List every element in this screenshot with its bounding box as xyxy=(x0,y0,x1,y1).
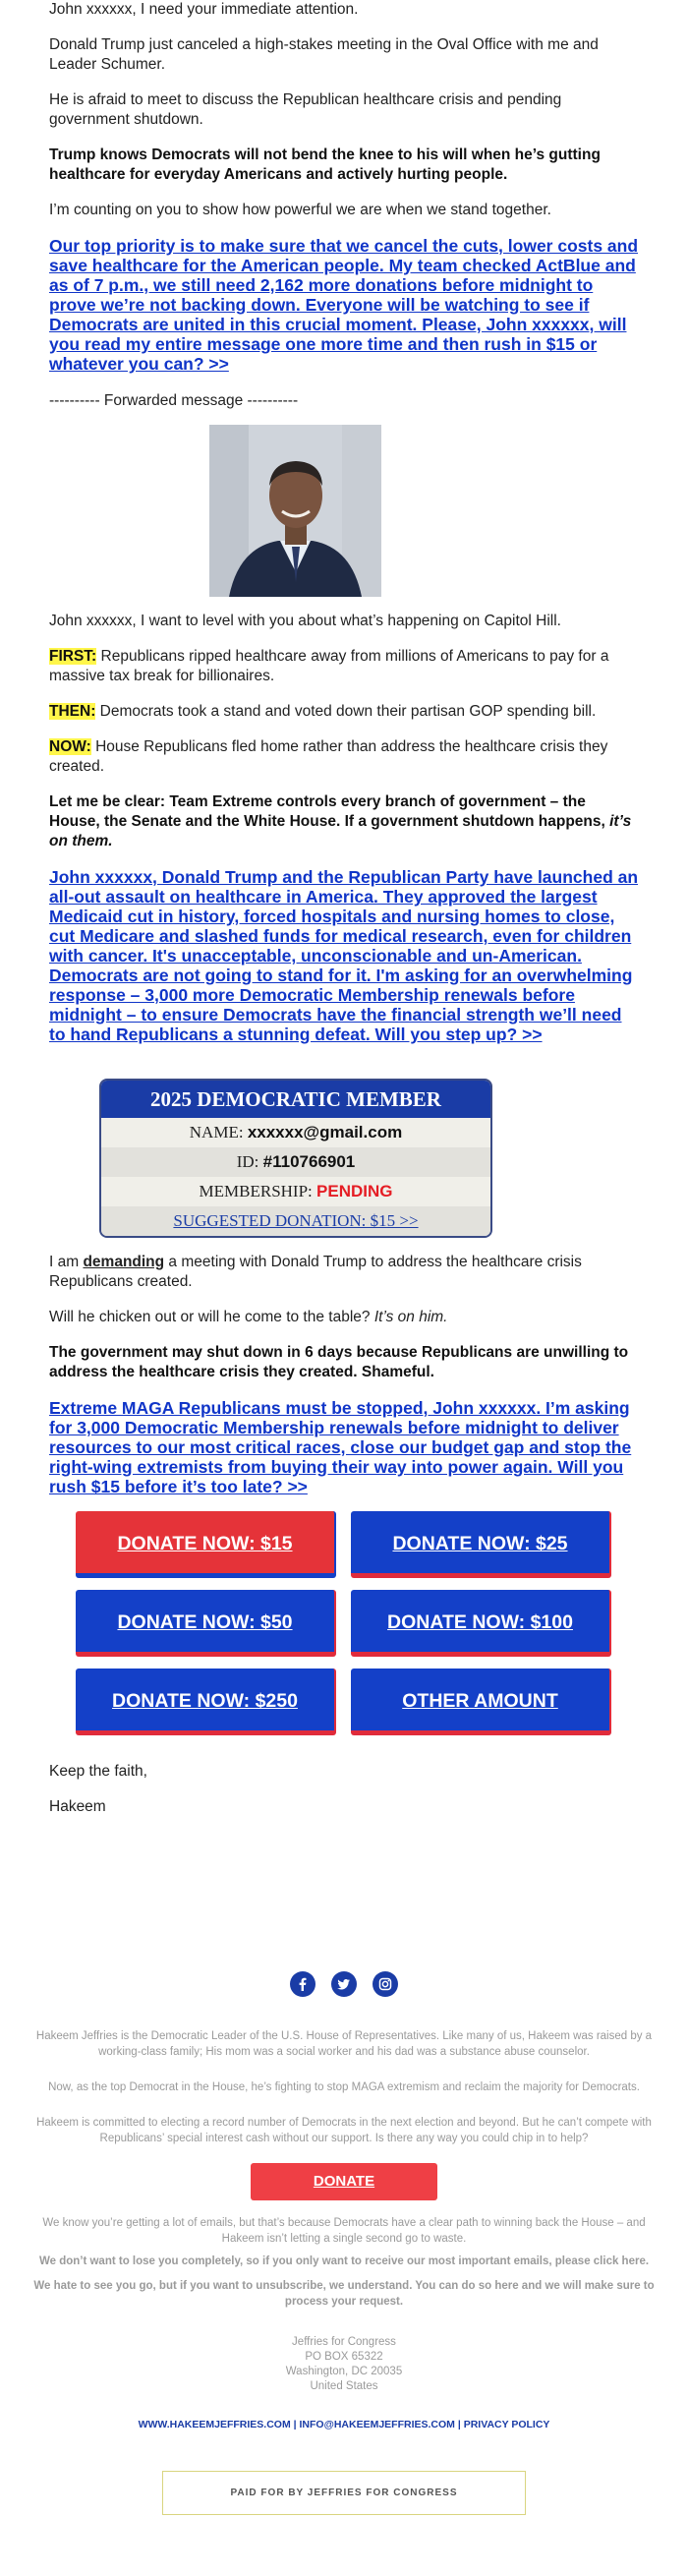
suggested-donation-link[interactable]: SUGGESTED DONATION: $15 >> xyxy=(173,1211,419,1230)
clear-bold-text: Let me be clear: Team Extreme controls every branch of government – the House, the Senate and the White House. If a government shutdown happens, xyxy=(49,793,605,830)
opening-line: John xxxxxx, I need your immediate attention. xyxy=(49,1,359,18)
demanding-word: demanding xyxy=(83,1254,165,1270)
first-highlight-label: FIRST: xyxy=(49,648,97,665)
signoff-keep-the-faith: Keep the faith, xyxy=(49,1763,147,1780)
cta-link-all-out-assault[interactable]: John xxxxxx, Donald Trump and the Republican Party have launched an all-out assault on healthcare in America. They approved the largest Medicaid cut in history, forced hospitals and nursing homes to close, cut Medicare and slashed funds for medical research, even for children with cancer. It's unacceptable, unconscionable and un-American. Democrats are not going to stand for it. I'm asking for an overwhelming response – 3,000 more Democratic Membership renewals before midnight – to ensure Democrats have the financial strength we’ll need to hand Republicans a stunning defeat. Will you step up? >> xyxy=(49,867,639,1044)
chicken-out-text: Will he chicken out or will he come to the table? xyxy=(49,1309,374,1325)
paragraph-chicken-out xyxy=(49,1308,639,1327)
footer-bio-text-2: Now, as the top Democrat in the House, he’s fighting to stop MAGA extremism and reclaim the majority for Democrats. xyxy=(48,2081,640,2093)
footer-bio-1 xyxy=(0,2028,688,2060)
address-org: Jeffries for Congress xyxy=(292,2336,396,2348)
membership-label: MEMBERSHIP: xyxy=(199,1182,317,1200)
cta-link-top-priority[interactable]: Our top priority is to make sure that we cancel the cuts, lower costs and save healthcare for the American people. My team checked ActBlue and as of 7 p.m., we still need 2,162 more donations before midnight to prove we’re not backing down. Everyone will be watching to see if Democrats are united in this crucial moment. Please, John xxxxxx, will you read my entire message one more time and then rush in $15 or whatever you can? >> xyxy=(49,236,639,374)
paid-for-disclaimer: PAID FOR BY JEFFRIES FOR CONGRESS xyxy=(162,2471,526,2515)
chicken-out-italic: It’s on him. xyxy=(373,1309,448,1325)
other-amount-button[interactable]: OTHER AMOUNT xyxy=(351,1669,611,1735)
social-links xyxy=(0,1971,688,1997)
cta-link-maga-stopped[interactable]: Extreme MAGA Republicans must be stopped, John xxxxxx. I’m asking for 3,000 Democratic Membership renewals before midnight to deliver resources to our most critical races, close our budget gap and stop the right-wing extremists from buying their way into power again. Will you rush $15 before it’s too late? >> xyxy=(49,1398,632,1496)
now-highlight-label: NOW: xyxy=(49,738,91,755)
footer-bio-text-3: Hakeem is committed to electing a record number of Democrats in the next election and beyond. But he can’t compete with Republicans’ special interest cash without our support. Is there any way you could chip in to help? xyxy=(36,2117,652,2144)
clear-italic-text: it’s on them. xyxy=(49,813,632,849)
paragraph-first xyxy=(49,647,639,686)
donate-15-button[interactable]: DONATE NOW: $15 xyxy=(76,1511,336,1578)
donate-25-button[interactable]: DONATE NOW: $25 xyxy=(351,1511,611,1578)
footer-emails-text-1: We know you’re getting a lot of emails, but that’s because Democrats have a clear path to winning back the House – and Hakeem isn’t letting a single second go to waste. xyxy=(42,2217,646,2245)
demanding-post: a meeting with Donald Trump to address the healthcare crisis Republicans created. xyxy=(49,1254,582,1290)
now-text: House Republicans fled home rather than address the healthcare crisis they created. xyxy=(49,738,608,775)
paragraph-level-with-you: John xxxxxx, I want to level with you about what’s happening on Capitol Hill. xyxy=(49,613,561,629)
address-country: United States xyxy=(310,2380,378,2392)
paragraph-demanding-meeting xyxy=(49,1253,639,1292)
donate-100-button[interactable]: DONATE NOW: $100 xyxy=(351,1590,611,1657)
paragraph-trump-canceled: Donald Trump just canceled a high-stakes meeting in the Oval Office with me and Leader Schumer. xyxy=(49,36,599,73)
membership-status-row xyxy=(101,1177,490,1206)
footer-unsubscribe-link[interactable]: We hate to see you go, but if you want to unsubscribe, we understand. You can do so here and we will make sure to process your request. xyxy=(33,2280,655,2308)
donate-50-button[interactable]: DONATE NOW: $50 xyxy=(76,1590,336,1657)
facebook-icon[interactable] xyxy=(290,1971,315,1997)
then-text: Democrats took a stand and voted down their partisan GOP spending bill. xyxy=(95,703,597,720)
paragraph-afraid: He is afraid to meet to discuss the Republican healthcare crisis and pending government shutdown. xyxy=(49,91,562,128)
portrait-illustration xyxy=(209,425,381,597)
membership-card-title: 2025 DEMOCRATIC MEMBER xyxy=(101,1081,490,1118)
membership-id-row xyxy=(101,1147,490,1177)
membership-status-badge: PENDING xyxy=(316,1182,393,1200)
membership-name-row xyxy=(101,1118,490,1147)
address-city: Washington, DC 20035 xyxy=(285,2366,403,2377)
footer-links xyxy=(0,2417,688,2432)
name-value: xxxxxx@gmail.com xyxy=(247,1123,403,1142)
footer-click-here-link[interactable]: We don’t want to lose you completely, so if you only want to receive our most important emails, please click here. xyxy=(38,2255,650,2267)
footer-bio-text-1: Hakeem Jeffries is the Democratic Leader of the U.S. House of Representatives. Like many of us, Hakeem was raised by a working-class family; His mom was a social worker and his dad was a substance abuse counselor. xyxy=(35,2030,653,2058)
footer-emails-3 xyxy=(0,2278,688,2310)
privacy-policy-link[interactable]: PRIVACY POLICY xyxy=(463,2419,550,2430)
link-separator-2: | xyxy=(454,2419,464,2430)
membership-card[interactable] xyxy=(99,1079,492,1238)
address-po-box: PO BOX 65322 xyxy=(305,2351,383,2363)
name-label: NAME: xyxy=(189,1123,248,1142)
footer-emails-2 xyxy=(0,2254,688,2269)
footer-emails-1 xyxy=(0,2215,688,2247)
demanding-pre: I am xyxy=(49,1254,84,1270)
paragraph-counting-on-you: I’m counting on you to show how powerful we are when we stand together. xyxy=(49,202,551,218)
email-link[interactable]: INFO@HAKEEMJEFFRIES.COM xyxy=(299,2419,455,2430)
then-highlight-label: THEN: xyxy=(49,703,96,720)
website-link[interactable]: WWW.HAKEEMJEFFRIES.COM xyxy=(138,2419,291,2430)
id-value: #110766901 xyxy=(262,1152,356,1171)
footer-address xyxy=(0,2335,688,2394)
instagram-icon[interactable] xyxy=(373,1971,398,1997)
footer-donate-button[interactable]: DONATE xyxy=(251,2163,437,2200)
paragraph-let-me-be-clear xyxy=(49,792,639,851)
donate-250-button[interactable]: DONATE NOW: $250 xyxy=(76,1669,336,1735)
signature-hakeem: Hakeem xyxy=(49,1798,106,1815)
paragraph-then xyxy=(49,702,639,722)
paragraph-now xyxy=(49,737,639,777)
id-label: ID: xyxy=(236,1152,263,1171)
link-separator-1: | xyxy=(290,2419,300,2430)
forwarded-message-divider: ---------- Forwarded message ---------- xyxy=(49,392,299,409)
paragraph-trump-knows: Trump knows Democrats will not bend the knee to his will when he’s gutting healthcare for everyday Americans and actively hurting people. xyxy=(49,146,601,183)
hakeem-jeffries-photo xyxy=(209,425,381,597)
first-text: Republicans ripped healthcare away from millions of Americans to pay for a massive tax break for billionaires. xyxy=(49,648,609,684)
twitter-icon[interactable] xyxy=(331,1971,357,1997)
paragraph-shutdown-6-days: The government may shut down in 6 days because Republicans are unwilling to address the healthcare crisis they created. Shameful. xyxy=(49,1344,629,1380)
footer-bio-2 xyxy=(0,2079,688,2095)
footer-bio-3 xyxy=(0,2115,688,2146)
suggested-donation-row xyxy=(101,1206,490,1236)
